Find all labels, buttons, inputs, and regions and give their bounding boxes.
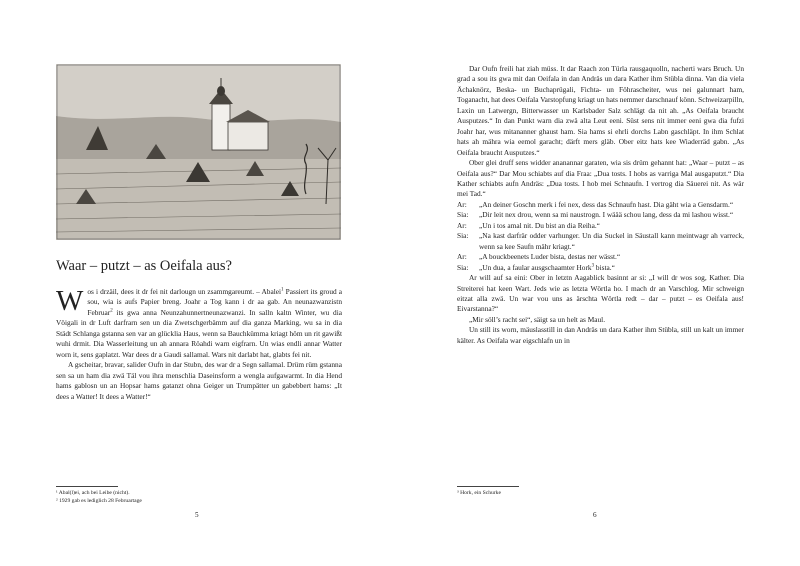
left-footnotes	[56, 490, 336, 505]
page-number: 6	[593, 511, 597, 519]
speaker: Sia:	[457, 210, 469, 220]
paragraph-2: A gscheitar, bravar, salider Oufn in dar Stubn, des war dr a Segn sallamal. Drüm rüm gstanna sen sa un ham dia zwä Täl vou ihra menschlia Daseinsform a wengla aufgawarmt. In dia Hend hams gablosn un an Hopsar hams gatanzt ohna Geiger un Trumpätter un gabebbert hams: „It dees a Watter! It dees a Watter!“	[56, 360, 342, 401]
speaker: Sia:	[457, 262, 469, 272]
dialogue-line: Ar: „An deiner Goschn merk i fei nex, dess das Schnaufn hast. Dia gäht wia a Gensdarm.“	[457, 199, 734, 209]
right-body-text	[457, 64, 744, 346]
footnote-ref: 1	[281, 287, 284, 293]
footnote-rule	[56, 486, 118, 487]
footnote-ref: 3	[591, 263, 595, 269]
paragraph: Dar Oufn freili hat ziah müss. It dar Raach zon Türla rausgaquolln, nacherti wars Bruch. Un grad a sou its gwa mit dan Oeifala in dan Andräs un dara Kather ihm Stübla dinna. Van dia viela Ächaknörz, Beska- un Buchaprügali, Fichta- un Föhrascheiter, wus nei galunnart ham, Toganacht, hat dees Oeifala Varstopfung kriagt un hats nemmer darschnauf könn. Schweizarpilln, Laxin un Latwergn, Bitterwasser un Karlsbader Salz schlägt da nit ah. „As Oeifala braucht Ausputzes.“ In dan Punkt warn dia zwä alta Leut eeni. Süst sens nit immer eeni gwa dia fufzi Joahr har, wus mitananner ghaust ham. Sia hams si ehrli dorchs Labn gaschläpt. In ihm Schlat hats ah mähra wia eemol garacht; därft mers gläb. Ober eitz hats kee Wiaderräd gabn. „As Oeifala braucht Ausputzes.“	[457, 64, 744, 157]
village-illustration	[56, 64, 341, 240]
speaker: Ar:	[457, 199, 467, 209]
speaker: Sia:	[457, 231, 469, 241]
speaker: Ar:	[457, 220, 467, 230]
footnote-ref: 2	[110, 308, 113, 314]
dialogue-line: Ar: „Un i tos amal nit. Du bist an dia Reiha.“	[457, 220, 600, 230]
paragraph-1: Wos i drzäil, dees it dr fei nit darlougn un zsammgareumt. – Abalei$^1$ Passiert its groud a sou, wia is aufs Papier breng. Joahr a Tog kann i dr aa gab. An neunazwanzistn Februar$^2$ its gwa anna Neunzahunnertneunazwanzi. In salln kaltn Winter, wu dia Vöigali in dr Luft darfrarn sen un dia Zwetschgerbämm auf dia ganza Marking, wu sa in dia Städt Schlanga gstanna sen var an glücklia Haus, wenn sa Bauchkümma kriagt höm un rit gawißt wuhi drmit. Dia Wasserleitung un ah annara Röahdi warn eigfrarn. Un wias endli annar Watter worn it, sens gaplatzt. War dees dr a Gaudi sallamal. Wars nit darlabt hat, glabts fei nit.	[56, 285, 342, 359]
right-footnotes	[457, 490, 737, 498]
paragraph: Ar will auf sa eini: Ober in letztn Aagablick basinnt ar si: „I will dr wos sog, Kather. Dia Streiterei hat keen Wart. Jeds wie as letzta Wörtla ho. I mach dr an Varschlog. Mir schweign eitzat alla zwä. Un war vou uns as ärschta Wörtla redt – dar – putzt – es Oeifala aus! Eivarstanna?“	[457, 273, 744, 314]
dialogue-line: Sia: „Na kast darfrär odder varhunger. Un dia Suckel in Säustall kann meintwagr ah varreck, wenn sa kee Saufn mähr kriagt.“	[457, 231, 744, 251]
footnote: ³ Hork, ein Schurke	[457, 490, 501, 496]
page-number: 5	[195, 511, 199, 519]
paragraph: Un still its worn, mäuslasstill in dan Andräs un dara Kather ihm Stübla, still un kalt un immer kälter. As Oeifala war eigschlafn un in	[457, 325, 744, 345]
left-body-text	[56, 287, 342, 402]
speaker: Ar:	[457, 252, 467, 262]
footnote-rule	[457, 486, 519, 487]
drop-cap: W	[56, 285, 84, 317]
dialogue-line: Sia: „Dir leit nex drou, wenn sa mi naustrogn. I wäää schou lang, dess da mi lashou wisst.“	[457, 210, 734, 220]
dialogue-line: Ar: „A bouckbeenets Luder bista, destas ner wässt.“	[457, 252, 621, 262]
paragraph: „Mir söll’s racht sei“, säigt sa un helt as Maul.	[469, 314, 606, 324]
footnote: ² 1929 gab es lediglich 28 Februartage	[56, 497, 142, 504]
chapter-heading: Waar – putzt – as Oeifala aus?	[56, 258, 232, 274]
dialogue-line: Sia: „Un dua, a faular ausgschaamter Hork$^3$ bista.“	[457, 262, 615, 272]
footnote: ¹ Abal(l)ei, ach bei Leibe (nicht).	[56, 490, 130, 496]
paragraph: Ober glei druff sens widder ananannar garaten, wia sis drüm gehannt hat: „Waar – putzt – as Oeifala aus?“ Dar Mou schiabts auf dia Fraa: „Dua tosts. I hobs as varriga Mal ausgaputzt.“ Dia Kather schiabts aufn Andräs: „Dua tosts. I hob mei Schnaufn. I vertrog dia Säuerei nit. As wär mei Tad.“	[457, 158, 744, 199]
